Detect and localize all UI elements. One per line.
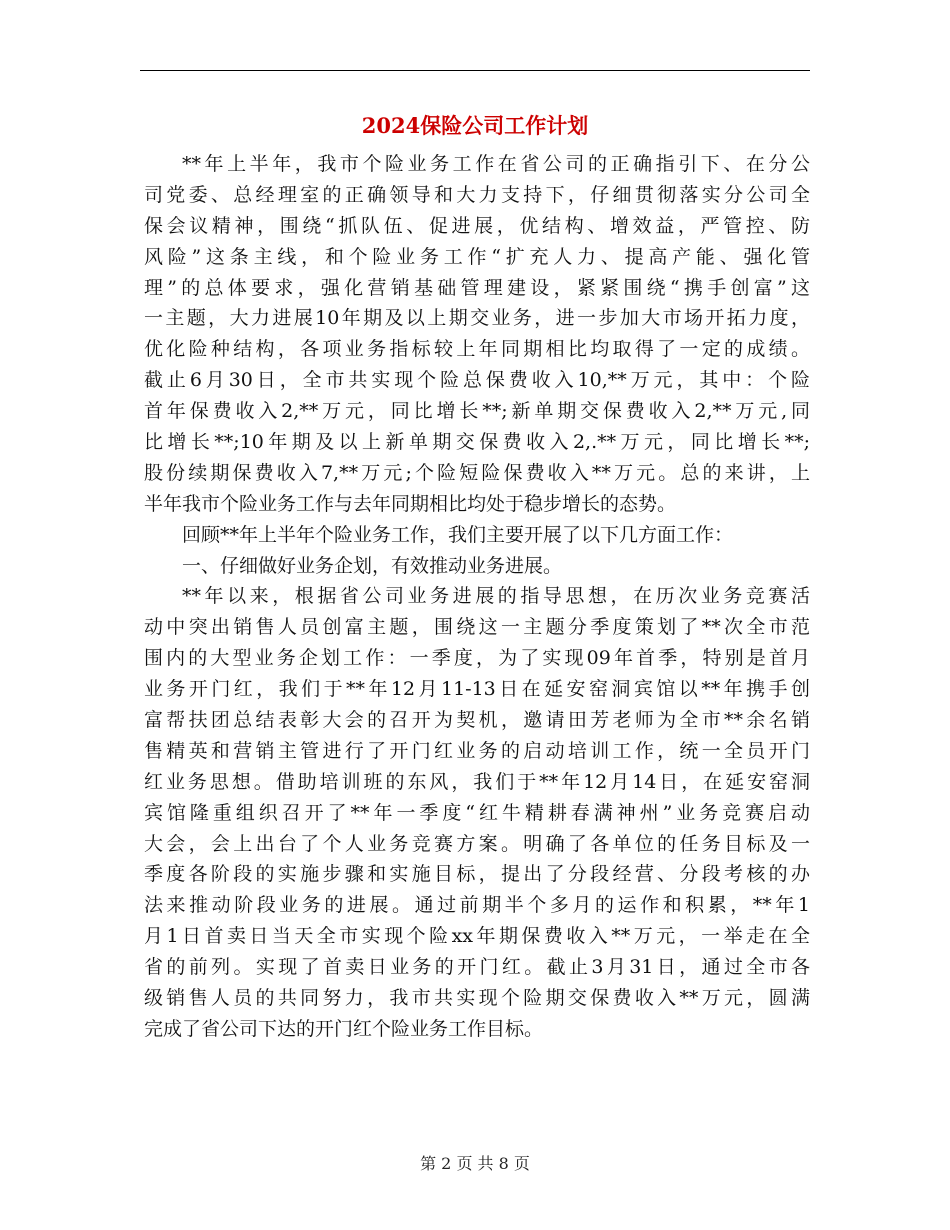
body-line: 围内的大型业务企划工作：一季度，为了实现09年首季，特别是首月: [144, 647, 810, 670]
body-line: 截止6月30日，全市共实现个险总保费收入10,**万元，其中：个险: [144, 369, 810, 392]
document-body: [144, 149, 810, 1045]
body-line: 动中突出销售人员创富主题，围绕这一主题分季度策划了**次全市范: [144, 616, 810, 639]
page-footer: 第 2 页 共 8 页: [420, 1154, 530, 1173]
header-rule: [140, 70, 810, 71]
body-line: 风险”这条主线，和个险业务工作“扩充人力、提高产能、强化管: [144, 245, 810, 268]
document-title: 2024保险公司工作计划: [361, 113, 589, 138]
body-line: 股份续期保费收入7,**万元;个险短险保费收入**万元。总的来讲，上: [144, 461, 810, 484]
body-line: 首年保费收入2,**万元，同比增长**;新单期交保费收入2,**万元,同: [144, 400, 810, 423]
body-line: 省的前列。实现了首卖日业务的开门红。截止3月31日，通过全市各: [144, 956, 810, 979]
body-line: 富帮扶团总结表彰大会的召开为契机，邀请田芳老师为全市**余名销: [144, 709, 810, 732]
body-line: 保会议精神，围绕“抓队伍、促进展，优结构、增效益，严管控、防: [144, 214, 810, 237]
body-line: 比增长**;10年期及以上新单期交保费收入2,.**万元，同比增长**;: [144, 431, 810, 454]
body-line: 法来推动阶段业务的进展。通过前期半个多月的运作和积累，**年1: [144, 894, 810, 917]
body-line: 半年我市个险业务工作与去年同期相比均处于稳步增长的态势。: [144, 492, 677, 515]
body-line: 季度各阶段的实施步骤和实施目标，提出了分段经营、分段考核的办: [144, 863, 810, 886]
body-line: 业务开门红，我们于**年12月11-13日在延安窑洞宾馆以**年携手创: [144, 678, 810, 701]
body-line: 回顾**年上半年个险业务工作，我们主要开展了以下几方面工作：: [182, 523, 734, 546]
body-line: 优化险种结构，各项业务指标较上年同期相比均取得了一定的成绩。: [144, 338, 810, 361]
body-line: 级销售人员的共同努力，我市共实现个险期交保费收入**万元，圆满: [144, 987, 810, 1010]
body-line: 售精英和营销主管进行了开门红业务的启动培训工作，统一全员开门: [144, 739, 810, 762]
body-line: 司党委、总经理室的正确领导和大力支持下，仔细贯彻落实分公司全: [144, 183, 810, 206]
body-line: 理”的总体要求，强化营销基础管理建设，紧紧围绕“携手创富”这: [144, 276, 810, 299]
body-line: 大会，会上出台了个人业务竞赛方案。明确了各单位的任务目标及一: [144, 832, 810, 855]
body-line: **年上半年，我市个险业务工作在省公司的正确指引下、在分公: [182, 153, 810, 175]
section-heading: 一、仔细做好业务企划，有效推动业务进展。: [182, 554, 563, 577]
body-line: 红业务思想。借助培训班的东风，我们于**年12月14日，在延安窑洞: [144, 770, 810, 793]
body-line: 一主题，大力进展10年期及以上期交业务，进一步加大市场开拓力度，: [144, 307, 810, 330]
body-line: 宾馆隆重组织召开了**年一季度“红牛精耕春满神州”业务竞赛启动: [144, 801, 810, 824]
body-line: 月1日首卖日当天全市实现个险xx年期保费收入**万元，一举走在全: [144, 925, 810, 948]
body-line: **年以来，根据省公司业务进展的指导思想，在历次业务竞赛活: [182, 585, 810, 608]
body-line: 完成了省公司下达的开门红个险业务工作目标。: [144, 1017, 544, 1040]
